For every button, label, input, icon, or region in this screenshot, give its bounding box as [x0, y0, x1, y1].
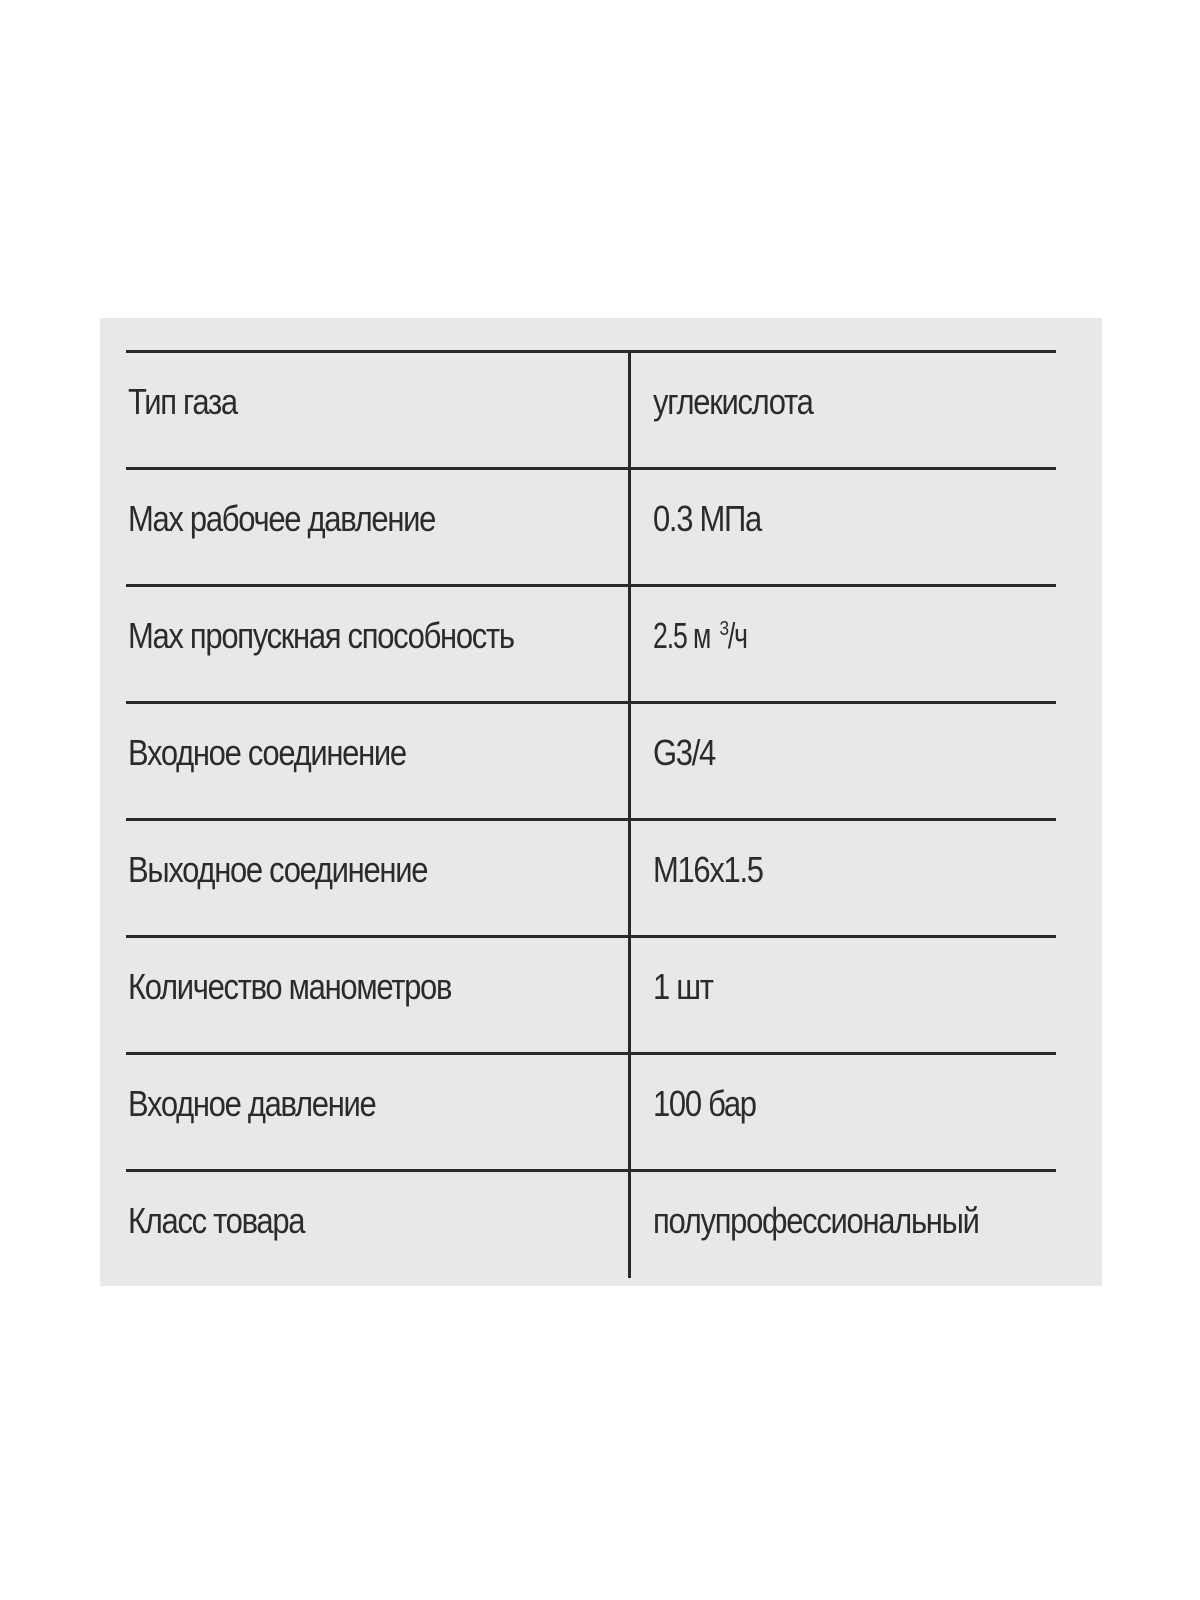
spec-label: Входное соединение [126, 704, 631, 818]
spec-value: M16x1.5 [653, 849, 763, 890]
table-row [126, 587, 1056, 704]
spec-label: Max пропускная способность [126, 587, 631, 701]
table-row [126, 1055, 1056, 1172]
spec-label: Входное давление [126, 1055, 631, 1169]
spec-value-main: 2.5 м [653, 615, 711, 656]
spec-value: 0.3 МПа [653, 498, 761, 539]
spec-value: углекислота [653, 381, 813, 422]
spec-value: 100 бар [653, 1083, 756, 1124]
spec-label: Выходное соединение [126, 821, 631, 935]
spec-card [100, 318, 1102, 1286]
spec-value-tail: /ч [727, 615, 747, 656]
table-row [126, 704, 1056, 821]
spec-label: Класс товара [126, 1172, 631, 1278]
spec-value: G3/4 [653, 732, 715, 773]
spec-label: Max рабочее давление [126, 470, 631, 584]
spec-value: полупрофессиональный [653, 1200, 979, 1241]
spec-table [126, 350, 1056, 1278]
spec-value-superscript: 3 [719, 618, 728, 640]
table-row [126, 821, 1056, 938]
spec-label: Тип газа [126, 353, 631, 467]
spec-label: Количество манометров [126, 938, 631, 1052]
table-row [126, 938, 1056, 1055]
spec-value: 1 шт [653, 966, 713, 1007]
spec-value [631, 587, 1056, 701]
table-row [126, 1172, 1056, 1278]
table-row [126, 470, 1056, 587]
table-row [126, 353, 1056, 470]
